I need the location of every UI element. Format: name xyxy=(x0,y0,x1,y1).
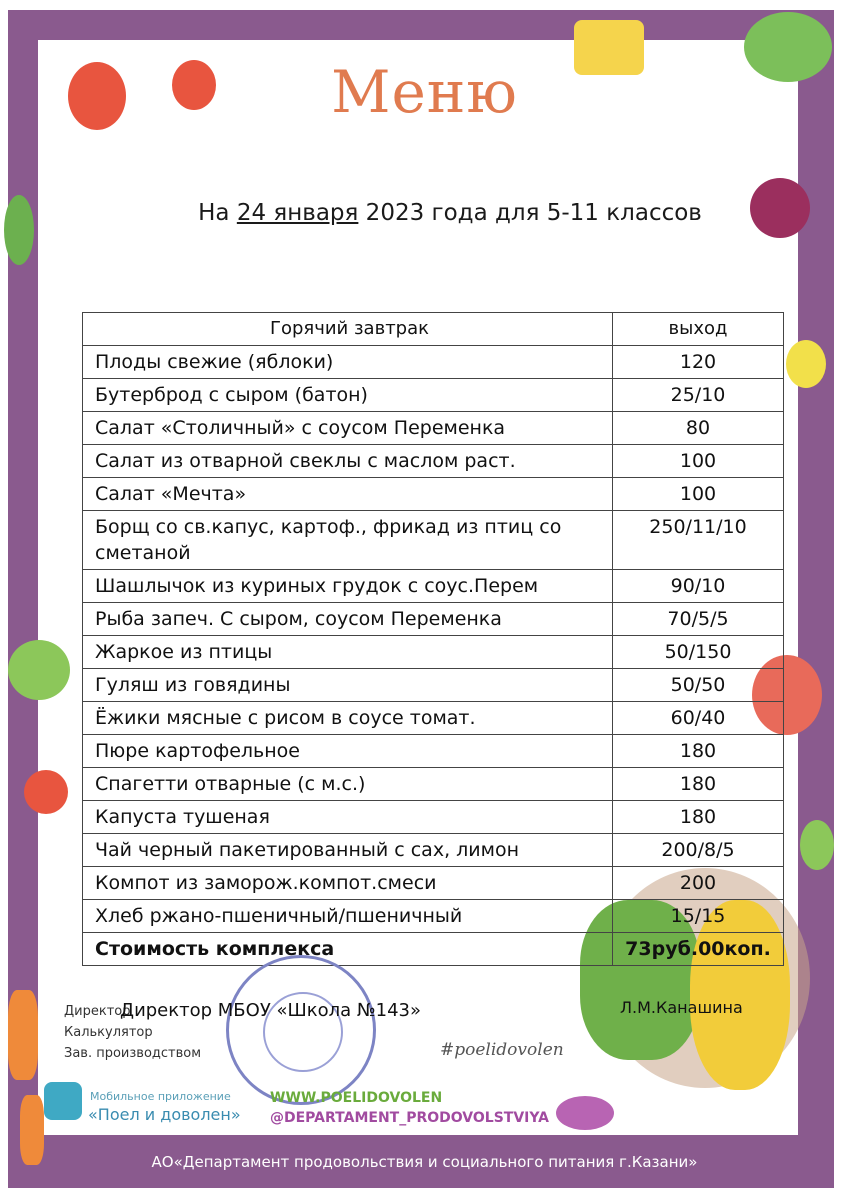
menu-date: 24 января xyxy=(236,200,359,226)
dish-name: Шашлычок из куриных грудок с соус.Перем xyxy=(83,570,613,603)
dish-name: Чай черный пакетированный с сах, лимон xyxy=(83,834,613,867)
dish-qty: 180 xyxy=(613,801,784,834)
dish-name: Салат из отварной свеклы с маслом раст. xyxy=(83,445,613,478)
dish-qty: 180 xyxy=(613,735,784,768)
table-row xyxy=(83,735,784,768)
dish-qty: 250/11/10 xyxy=(613,511,784,570)
dish-name: Бутерброд с сыром (батон) xyxy=(83,379,613,412)
dish-qty: 90/10 xyxy=(613,570,784,603)
total-price: 73руб.00коп. xyxy=(613,933,784,966)
dish-qty: 15/15 xyxy=(613,900,784,933)
dish-qty: 60/40 xyxy=(613,702,784,735)
hashtag: #poelidovolen xyxy=(440,1040,564,1060)
table-row xyxy=(83,768,784,801)
director-label: Директор МБОУ «Школа №143» xyxy=(120,1000,422,1021)
table-row xyxy=(83,801,784,834)
table-row xyxy=(83,412,784,445)
dish-qty: 80 xyxy=(613,412,784,445)
table-row xyxy=(83,702,784,735)
dish-name: Капуста тушеная xyxy=(83,801,613,834)
instagram-link[interactable]: @DEPARTAMENT_PRODOVOLSTVIYA xyxy=(270,1110,550,1126)
table-row xyxy=(83,900,784,933)
header-dish: Горячий завтрак xyxy=(83,313,613,346)
table-row xyxy=(83,669,784,702)
dish-name: Салат «Мечта» xyxy=(83,478,613,511)
dish-name: Хлеб ржано-пшеничный/пшеничный xyxy=(83,900,613,933)
dish-name: Плоды свежие (яблоки) xyxy=(83,346,613,379)
date-line xyxy=(0,200,849,226)
app-label: Мобильное приложение xyxy=(90,1090,231,1103)
dish-name: Рыба запеч. С сыром, соусом Переменка xyxy=(83,603,613,636)
candy-icon xyxy=(556,1096,614,1130)
dish-qty: 100 xyxy=(613,445,784,478)
dish-qty: 50/150 xyxy=(613,636,784,669)
table-row xyxy=(83,478,784,511)
table-row xyxy=(83,636,784,669)
table-header-row xyxy=(83,313,784,346)
table-row xyxy=(83,379,784,412)
dish-qty: 200/8/5 xyxy=(613,834,784,867)
date-prefix: На xyxy=(198,200,237,226)
dish-qty: 180 xyxy=(613,768,784,801)
leaf-icon xyxy=(800,820,834,870)
table-row xyxy=(83,445,784,478)
dish-qty: 120 xyxy=(613,346,784,379)
calculator-label: Калькулятор xyxy=(64,1025,153,1040)
menu-table xyxy=(82,312,784,966)
dish-qty: 50/50 xyxy=(613,669,784,702)
header-qty: выход xyxy=(613,313,784,346)
table-row xyxy=(83,834,784,867)
website-link[interactable]: WWW.POELIDOVOLEN xyxy=(270,1090,443,1106)
dish-name: Спагетти отварные (с м.с.) xyxy=(83,768,613,801)
dish-name: Пюре картофельное xyxy=(83,735,613,768)
dish-qty: 70/5/5 xyxy=(613,603,784,636)
date-suffix: 2023 года для 5-11 классов xyxy=(358,200,702,226)
app-name: «Поел и доволен» xyxy=(88,1105,241,1124)
dish-name: Жаркое из птицы xyxy=(83,636,613,669)
production-head-label: Зав. производством xyxy=(64,1046,202,1061)
dish-name: Ёжики мясные с рисом в соусе томат. xyxy=(83,702,613,735)
table-row xyxy=(83,346,784,379)
dish-name: Салат «Столичный» с соусом Переменка xyxy=(83,412,613,445)
page-title: Меню xyxy=(331,58,518,126)
total-label: Стоимость комплекса xyxy=(83,933,613,966)
lemon-icon xyxy=(786,340,826,388)
director-small-label: Директор xyxy=(64,1004,131,1019)
dish-name: Борщ со св.капус, картоф., фрикад из птиц со сметаной xyxy=(83,511,613,570)
carrot-icon xyxy=(8,990,38,1080)
school-stamp xyxy=(226,955,376,1105)
app-icon xyxy=(44,1082,82,1120)
apple-icon xyxy=(8,640,70,700)
dish-qty: 25/10 xyxy=(613,379,784,412)
table-row xyxy=(83,570,784,603)
table-row xyxy=(83,867,784,900)
table-row xyxy=(83,511,784,570)
director-name: Л.М.Канашина xyxy=(620,998,743,1017)
footer-org: АО«Департамент продовольствия и социального питания г.Казани» xyxy=(151,1153,698,1171)
dish-qty: 200 xyxy=(613,867,784,900)
table-row xyxy=(83,603,784,636)
dish-qty: 100 xyxy=(613,478,784,511)
total-row xyxy=(83,933,784,966)
tomato-icon xyxy=(24,770,68,814)
dish-name: Гуляш из говядины xyxy=(83,669,613,702)
dish-name: Компот из заморож.компот.смеси xyxy=(83,867,613,900)
